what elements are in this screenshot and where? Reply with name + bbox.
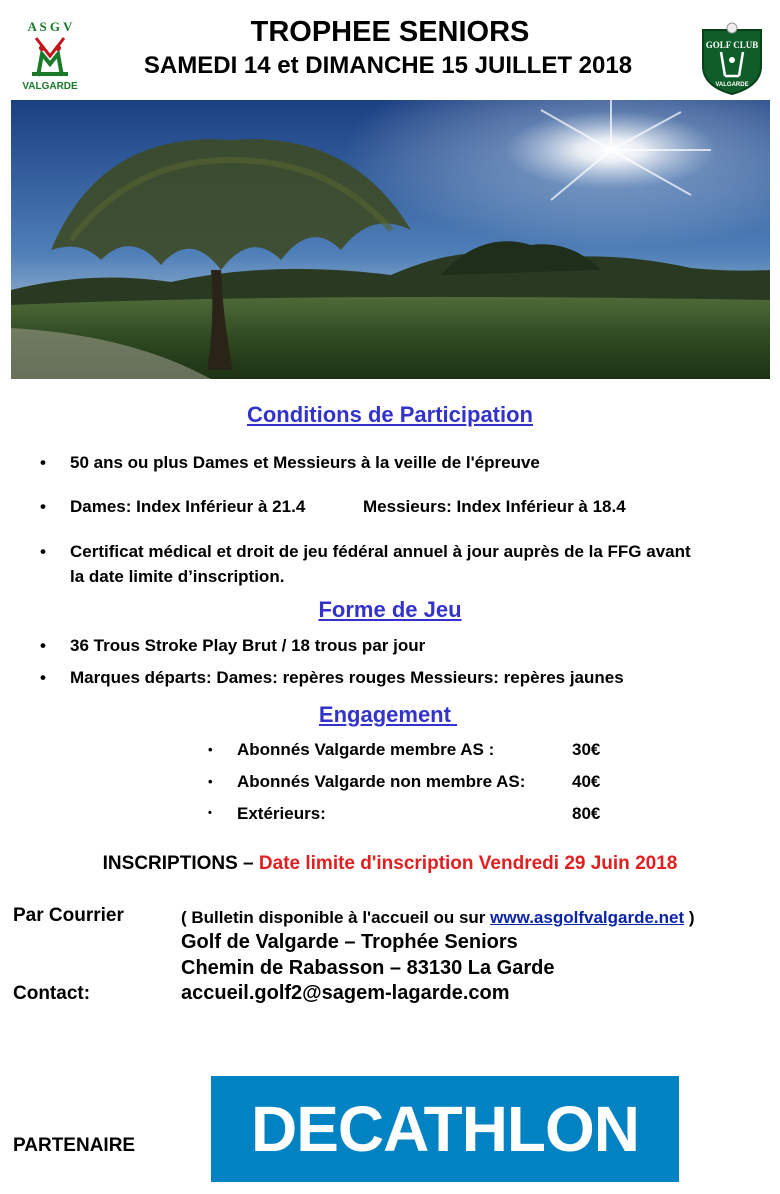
condition-age: 50 ans ou plus Dames et Messieurs à la veille de l'épreuve: [70, 453, 540, 472]
bulletin-note: ( Bulletin disponible à l'accueil ou sur www.asgolfvalgarde.net ): [181, 908, 695, 927]
bullet-icon: •: [40, 668, 46, 687]
bullet-icon: •: [208, 774, 213, 789]
forme-item: 36 Trous Stroke Play Brut / 18 trous par jour: [70, 636, 426, 655]
event-title: TROPHEE SENIORS: [250, 16, 530, 48]
inscriptions-deadline: Date limite d'inscription Vendredi 29 Juin 2018: [258, 853, 678, 874]
svg-text:GOLF CLUB: GOLF CLUB: [705, 40, 759, 50]
engagement-price: 40€: [572, 772, 601, 791]
address-line2: Chemin de Rabasson – 83130 La Garde: [181, 957, 555, 979]
engagement-label: Abonnés Valgarde membre AS :: [237, 740, 495, 759]
conditions-heading: Conditions de Participation: [246, 402, 533, 427]
condition-certificat-line2: la date limite d’inscription.: [70, 567, 285, 586]
bullet-icon: •: [40, 636, 46, 655]
engagement-label: Abonnés Valgarde non membre AS:: [237, 772, 526, 791]
golf-course-photo: [11, 100, 770, 379]
contact-email[interactable]: accueil.golf2@sagem-lagarde.com: [181, 982, 510, 1004]
website-link[interactable]: www.asgolfvalgarde.net: [490, 908, 685, 927]
bullet-icon: •: [208, 742, 213, 757]
svg-text:A S G V: A S G V: [27, 19, 73, 34]
bullet-icon: •: [40, 497, 46, 516]
condition-index-dames: Dames: Index Inférieur à 21.4: [70, 497, 306, 516]
svg-text:VALGARDE: VALGARDE: [22, 81, 78, 92]
inscriptions-line: [0, 853, 780, 875]
partner-label: PARTENAIRE: [13, 1135, 136, 1156]
bullet-icon: •: [40, 453, 46, 472]
bullet-icon: •: [208, 807, 212, 819]
condition-certificat-line1: Certificat médical et droit de jeu fédéral annuel à jour auprès de la FFG avant: [70, 542, 691, 561]
condition-index-messieurs: Messieurs: Index Inférieur à 18.4: [363, 497, 626, 516]
decathlon-logo: DECATHLON: [211, 1076, 679, 1182]
engagement-price: 30€: [572, 740, 601, 759]
courrier-label: Par Courrier: [13, 905, 124, 926]
inscriptions-label: INSCRIPTIONS –: [102, 853, 254, 874]
contact-label: Contact:: [13, 983, 91, 1004]
engagement-label: Extérieurs:: [237, 804, 326, 823]
forme-heading: Forme de Jeu: [318, 597, 462, 622]
event-dates: SAMEDI 14 et DIMANCHE 15 JUILLET 2018: [143, 52, 633, 79]
svg-text:VALGARDE: VALGARDE: [715, 82, 749, 88]
address-line1: Golf de Valgarde – Trophée Seniors: [181, 931, 518, 953]
engagement-price: 80€: [572, 804, 601, 823]
bullet-icon: •: [40, 542, 46, 561]
forme-item: Marques départs: Dames: repères rouges Messieurs: repères jaunes: [70, 668, 624, 687]
engagement-heading: Engagement: [318, 702, 451, 727]
